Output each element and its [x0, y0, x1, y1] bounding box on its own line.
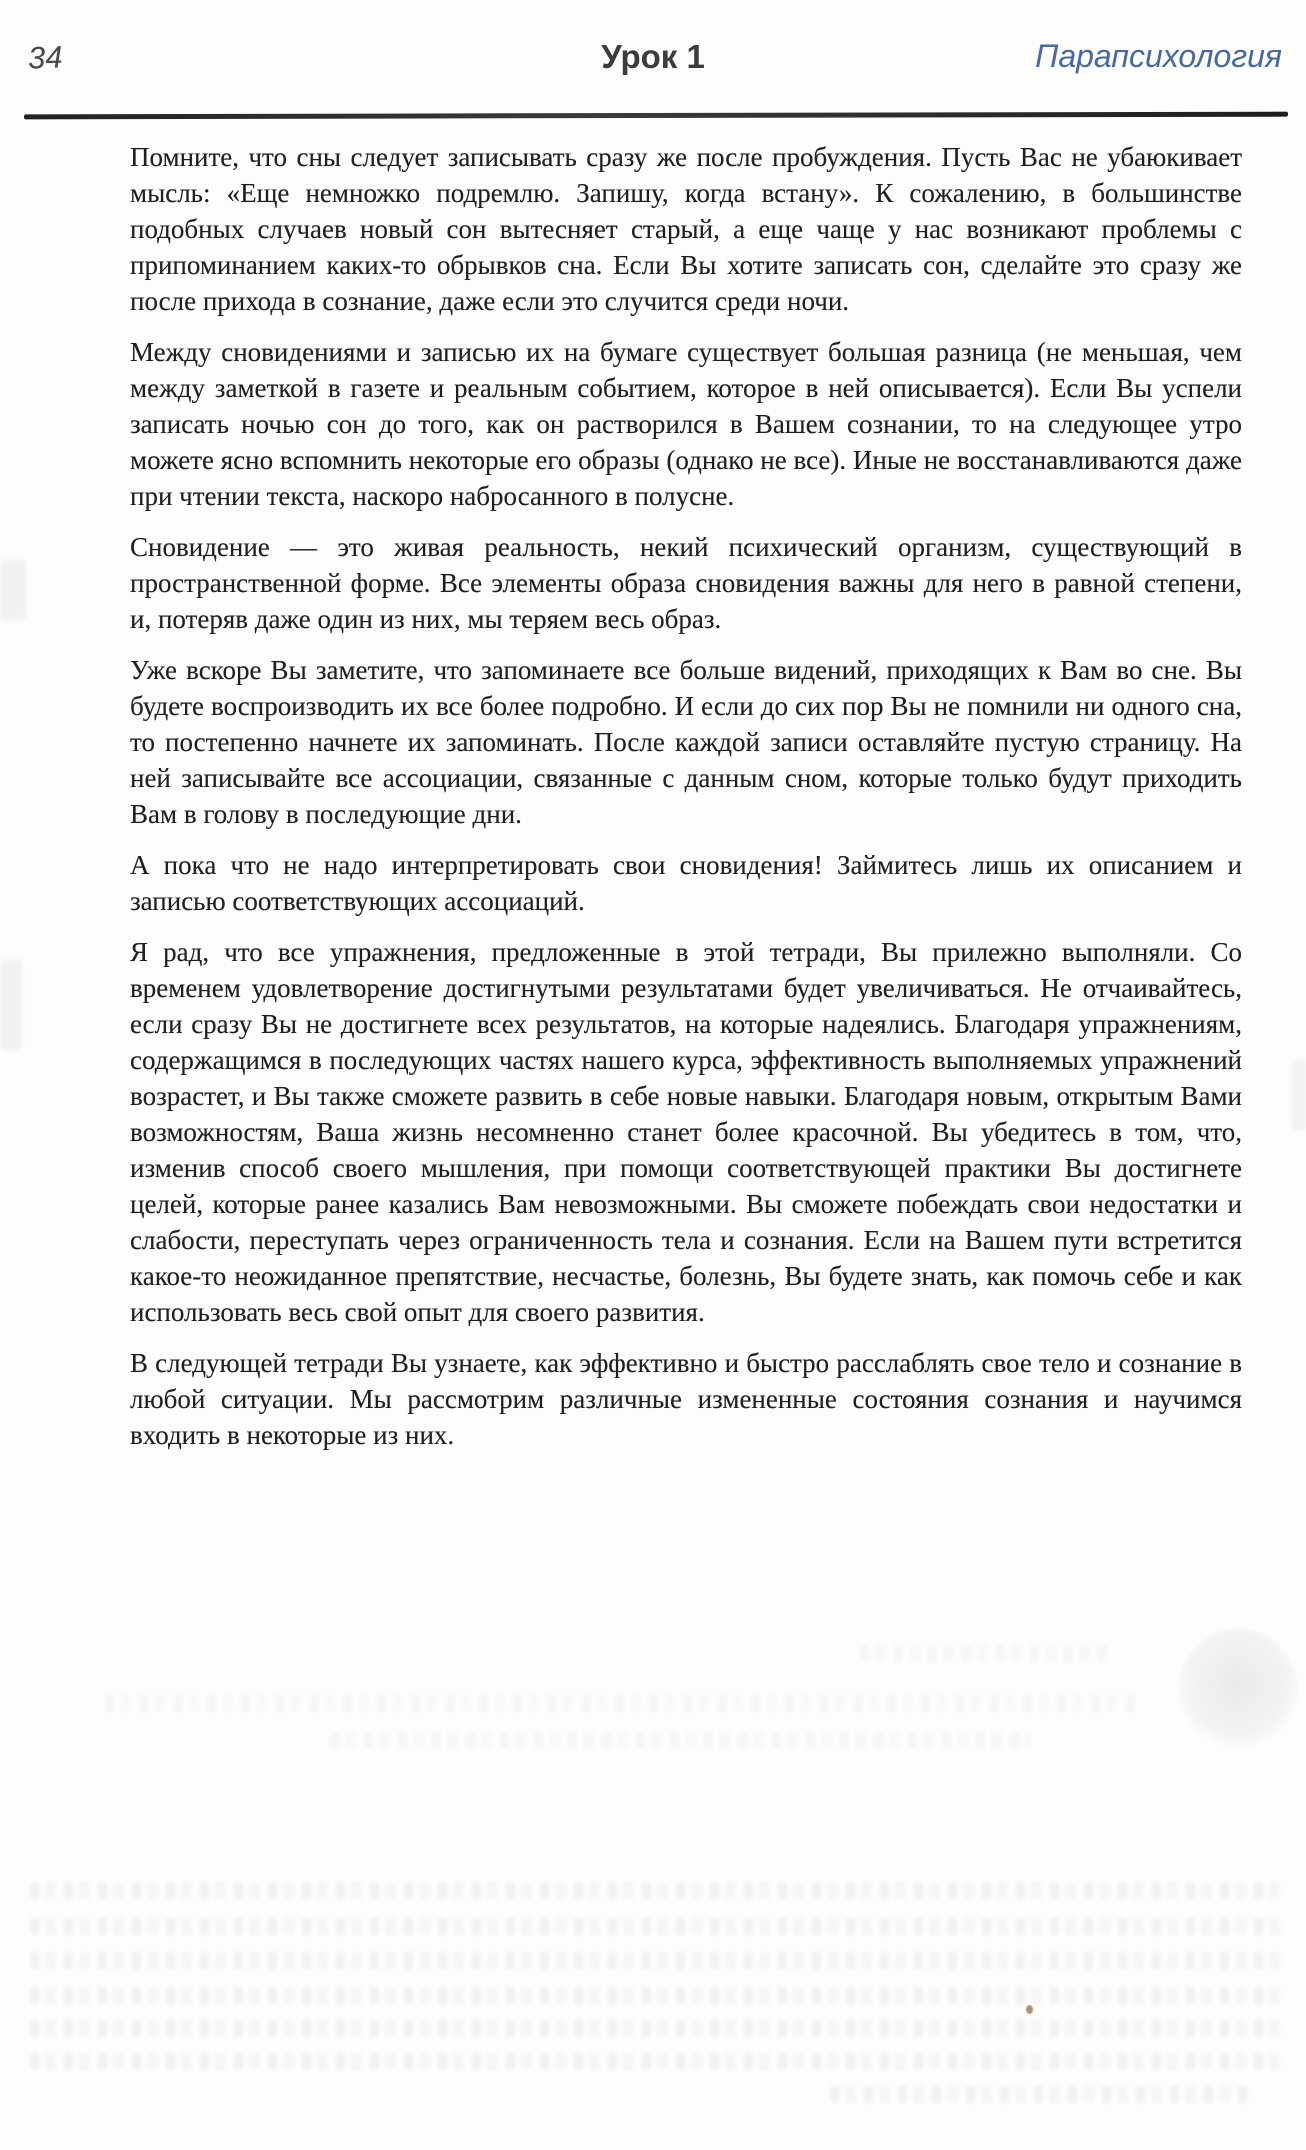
bleed-line: [330, 1732, 1030, 1749]
paragraph: Помните, что сны следует записывать сразу же после пробуждения. Пусть Вас не убаюкивает мысль: «Еще немножко подремлю. Запишу, когда встану». К сожалению, в большинстве подобных случаев новый сон вытесняет старый, а еще чаще у нас возникают проблемы с припоминанием каких-то обрывков сна. Если Вы хотите записать сон, сделайте это сразу же после прихода в сознание, даже если это случится среди ночи.: [130, 142, 1242, 316]
page-number: 34: [27, 39, 64, 76]
bleed-line: [30, 1987, 1285, 2004]
bleed-line: [30, 1882, 1285, 1899]
paragraph: В следующей тетради Вы узнаете, как эффективно и быстро расслаблять свое тело и сознание в любой ситуации. Мы рассмотрим различные измененные состояния сознания и научимся входить в некоторые из них.: [130, 1348, 1242, 1450]
paragraph: Я рад, что все упражнения, предложенные в этой тетради, Вы прилежно выполняли. Со временем удовлетворение достигнутыми результатами будет увеличиваться. Не отчаивайтесь, если сразу Вы не достигнете всех результатов, на которые надеялись. Благодаря упражнениям, содержащимся в последующих частях нашего курса, эффективность выполняемых упражнений возрастет, и Вы также сможете развить в себе новые навыки. Благодаря новым, открытым Вами возможностям, Ваша жизнь несомненно станет более красочной. Вы убедитесь в том, что, изменив способ своего мышления, при помощи соответствующей практики Вы достигнете целей, которые ранее казались Вам невозможными. Вы сможете побеждать свои недостатки и слабости, переступать через ограниченность тела и сознания. Если на Вашем пути встретится какое-то неожиданное препятствие, несчастье, болезнь, Вы будете знать, как помочь себе и как использовать весь свой опыт для своего развития.: [130, 937, 1242, 1327]
bleed-line: [30, 1952, 1285, 1969]
margin-smudge: [1292, 1060, 1306, 1130]
margin-smudge: [0, 960, 22, 1050]
header-divider: [24, 112, 1288, 120]
bleed-line: [30, 1918, 1285, 1935]
lesson-title: Урок 1: [601, 38, 705, 75]
bleed-line: [105, 1695, 1135, 1712]
book-title: Парапсихология: [1035, 38, 1282, 74]
page-header: [0, 0, 1306, 120]
paragraph: Уже вскоре Вы заметите, что запоминаете все больше видений, приходящих к Вам во сне. Вы будете воспроизводить их все более подробно. И если до сих пор Вы не помнили ни одного сна, то постепенно начнете их запоминать. После каждой записи оставляйте пустую страницу. На ней записывайте все ассоциации, связанные с данным сном, которые только будут приходить Вам в голову в последующие дни.: [130, 655, 1242, 829]
stamp-ghost: [1178, 1628, 1298, 1753]
bleed-line: [30, 2020, 1285, 2037]
page-text: [130, 139, 1242, 1468]
bleed-line: [860, 1645, 1110, 1662]
paragraph: А пока что не надо интерпретировать свои сновидения! Займитесь лишь их описанием и записью соответствующих ассоциаций.: [130, 850, 1242, 916]
bleed-line: [30, 2053, 1285, 2070]
paragraph: Между сновидениями и записью их на бумаге существует большая разница (не меньшая, чем между заметкой в газете и реальным событием, которое в ней описывается). Если Вы успели записать ночью сон до того, как он растворился в Вашем сознании, то на следующее утро можете ясно вспомнить некоторые его образы (однако не все). Иные не восстанавливаются даже при чтении текста, наскоро набросанного в полусне.: [130, 337, 1242, 511]
paragraph: Сновидение — это живая реальность, некий психический организм, существующий в пространственной форме. Все элементы образа сновидения важны для него в равной степени, и, потеряв даже один из них, мы теряем весь образ.: [130, 532, 1242, 634]
margin-smudge: [0, 560, 26, 620]
paper-speck: [1026, 2005, 1033, 2014]
bleed-line: [830, 2086, 1250, 2103]
